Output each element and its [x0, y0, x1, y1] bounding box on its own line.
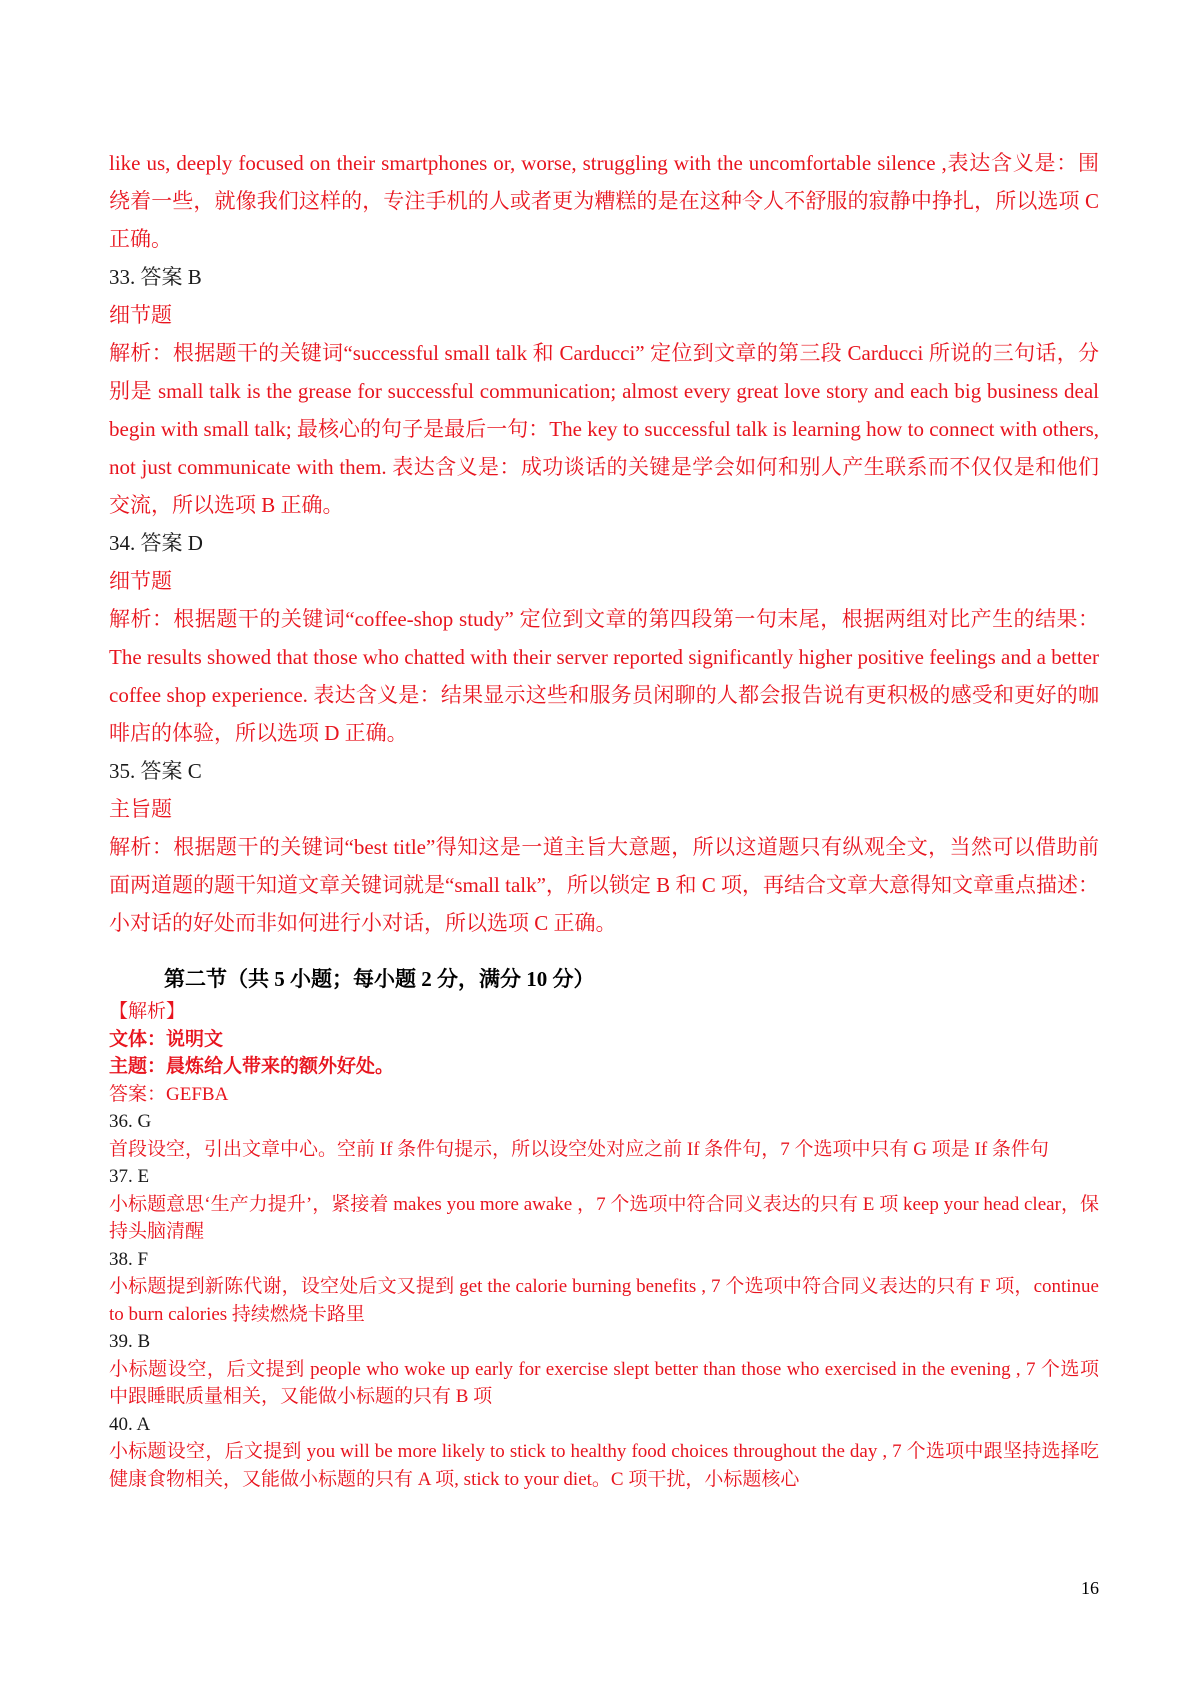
question-type: 细节题: [109, 303, 172, 327]
answer-explanations-part2: [109, 998, 1099, 1493]
paragraph: 小标题意思‘生产力提升’，紧接着 makes you more awake ，7 个选项中符合同义表达的只有 E 项 keep your head clear，保持头脑清醒: [109, 1193, 1099, 1242]
genre-line: 文体：说明文: [109, 1028, 224, 1050]
paragraph: 解析：根据题干的关键词“coffee-shop study” 定位到文章的第四段第一句末尾，根据两组对比产生的结果：The results showed that those who chatted with their server reported significantly higher positive feelings and a better coffee shop experience. 表达含义是：结果显示这些和服务员闲聊的人都会报告说有更积极的感受和更好的咖啡店的体验，所以选项 D 正确。: [109, 607, 1099, 745]
answer-line: 33. 答案 B: [109, 265, 202, 289]
answer-line: 34. 答案 D: [109, 531, 203, 555]
paragraph: 解析：根据题干的关键词“successful small talk 和 Carducci” 定位到文章的第三段 Carducci 所说的三句话，分别是 small talk is the grease for successful communication; almost every great love story and each big business deal begin with small talk; 最核心的句子是最后一句：The key to successful talk is learning how to connect with others, not just communicate with them. 表达含义是：成功谈话的关键是学会如何和别人产生联系而不仅仅是和他们交流，所以选项 B 正确。: [109, 341, 1099, 517]
answer-line: 35. 答案 C: [109, 759, 202, 783]
question-type: 细节题: [109, 569, 172, 593]
answer-explanations-part1: [109, 144, 1099, 942]
answer-line: 39. B: [109, 1331, 151, 1352]
page-number: 16: [1081, 1578, 1099, 1598]
question-type: 主旨题: [109, 797, 172, 821]
topic-line: 主题：晨炼给人带来的额外好处。: [109, 1056, 395, 1077]
paragraph: 小标题设空，后文提到 people who woke up early for exercise slept better than those who exercised in the evening , 7 个选项中跟睡眠质量相关，又能做小标题的只有 B 项: [109, 1358, 1099, 1407]
paragraph: like us, deeply focused on their smartphones or, worse, struggling with the uncomfortable silence ,表达含义是：围绕着一些，就像我们这样的，专注手机的人或者更为糟糕的是在这种令人不舒服的寂静中挣扎，所以选项 C 正确。: [109, 151, 1099, 251]
page-content: [109, 144, 1099, 1493]
answer-line: 40. A: [109, 1413, 151, 1435]
answer-line: 37. E: [109, 1166, 150, 1187]
analysis-label: 【解析】: [109, 1001, 186, 1022]
paragraph: 小标题提到新陈代谢，设空处后文又提到 get the calorie burning benefits , 7 个选项中符合同义表达的只有 F 项，continue to burn calories 持续燃烧卡路里: [109, 1276, 1099, 1325]
section-title: 第二节（共 5 小题；每小题 2 分，满分 10 分）: [164, 967, 595, 991]
paragraph: 首段设空，引出文章中心。空前 If 条件句提示，所以设空处对应之前 If 条件句，7 个选项中只有 G 项是 If 条件句: [109, 1138, 1049, 1160]
paragraph: 解析：根据题干的关键词“best title”得知这是一道主旨大意题，所以这道题只有纵观全文，当然可以借助前面两道题的题干知道文章关键词就是“small talk”，所以锁定 B 和 C 项，再结合文章大意得知文章重点描述：小对话的好处而非如何进行小对话，所以选项 C 正确。: [109, 835, 1099, 935]
answers-line: 答案：GEFBA: [109, 1083, 229, 1105]
answer-line: 36. G: [109, 1111, 152, 1132]
paragraph: 小标题设空，后文提到 you will be more likely to stick to healthy food choices throughout the day , 7 个选项中跟坚持选择吃健康食物相关，又能做小标题的只有 A 项, stick to your diet。C 项干扰，小标题核心: [109, 1441, 1099, 1490]
answer-line: 38. F: [109, 1248, 149, 1270]
